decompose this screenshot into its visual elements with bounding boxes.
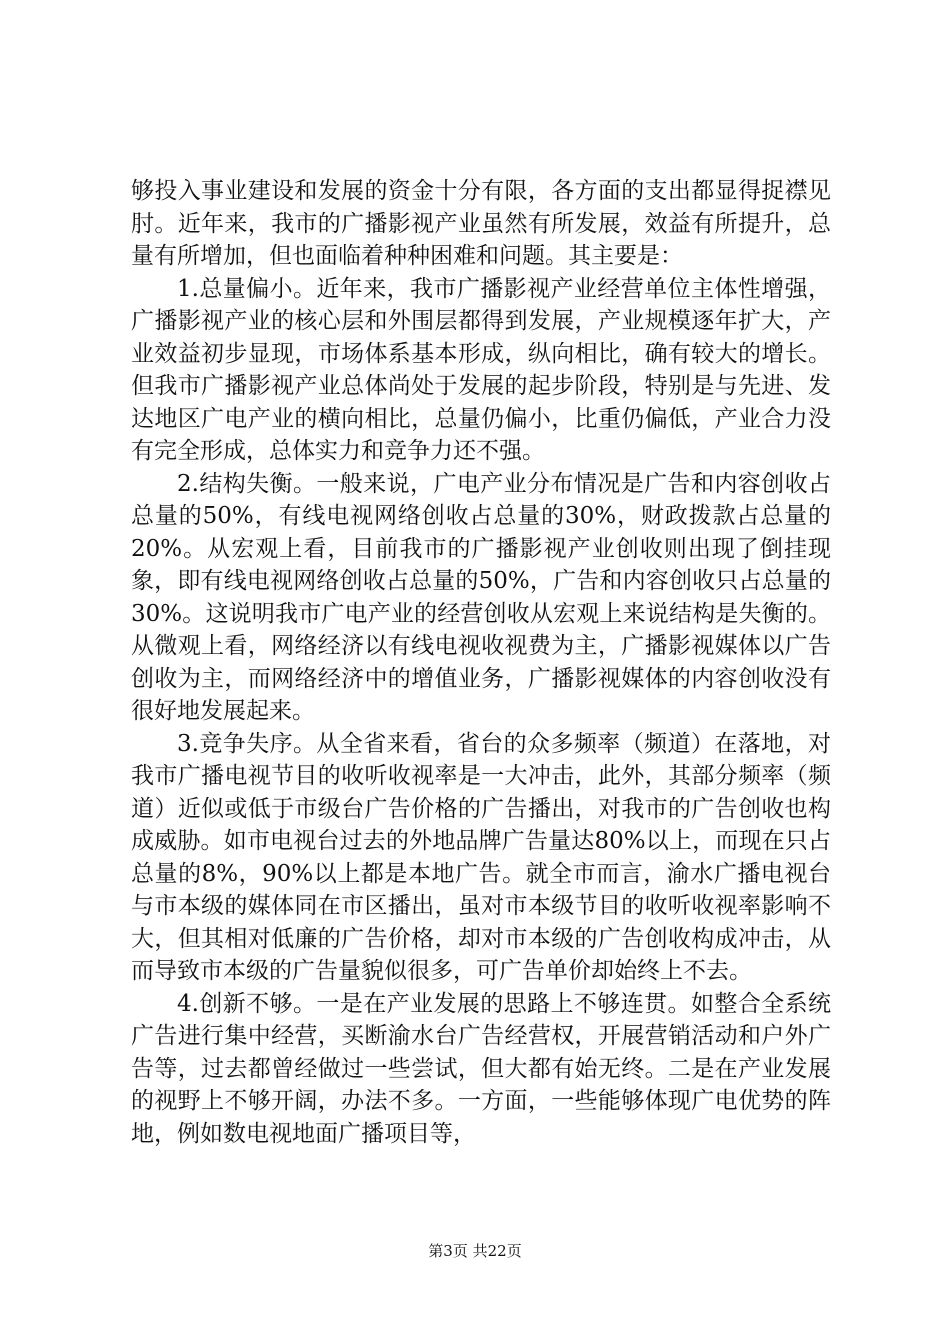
paragraph-competition-disorder: 3.竞争失序。从全省来看，省台的众多频率（频道）在落地，对我市广播电视节目的收听收视率是一大冲击，此外，其部分频率（频道）近似或低于市级台广告价格的广告播出，对我市的广告创收也构成威胁。如市电视台过去的外地品牌广告量达80%以上，而现在只占总量的8%，90%以上都是本地广告。就全市而言，渝水广播电视台与市本级的媒体同在市区播出，虽对市本级节目的收听收视率影响不大，但其相对低廉的广告价格，却对市本级的广告创收构成冲击，从而导致市本级的广告量貌似很多，可广告单价却始终上不去。 [131, 730, 831, 984]
paragraph-intro: 够投入事业建设和发展的资金十分有限，各方面的支出都显得捉襟见肘。近年来，我市的广播影视产业虽然有所发展，效益有所提升，总量有所增加，但也面临着种种困难和问题。其主要是： [131, 178, 831, 269]
paragraph-total-small: 1.总量偏小。近年来，我市广播影视产业经营单位主体性增强，广播影视产业的核心层和外围层都得到发展，产业规模逐年扩大，产业效益初步显现，市场体系基本形成，纵向相比，确有较大的增长。但我市广播影视产业总体尚处于发展的起步阶段，特别是与先进、发达地区广电产业的横向相比，总量仍偏小，比重仍偏低，产业合力没有完全形成，总体实力和竞争力还不强。 [131, 275, 831, 464]
document-body [131, 175, 831, 1150]
paragraph-lack-innovation: 4.创新不够。一是在产业发展的思路上不够连贯。如整合全系统广告进行集中经营，买断渝水台广告经营权，开展营销活动和户外广告等，过去都曾经做过一些尝试，但大都有始无终。二是在产业发展的视野上不够开阔，办法不多。一方面，一些能够体现广电优势的阵地，例如数电视地面广播项目等， [131, 990, 831, 1147]
paragraph-structure-imbalance: 2.结构失衡。一般来说，广电产业分布情况是广告和内容创收占总量的50%，有线电视网络创收占总量的30%，财政拨款占总量的20%。从宏观上看，目前我市的广播影视产业创收则出现了倒挂现象，即有线电视网络创收占总量的50%，广告和内容创收只占总量的30%。这说明我市广电产业的经营创收从宏观上来说结构是失衡的。从微观上看，网络经济以有线电视收视费为主，广播影视媒体以广告创收为主，而网络经济中的增值业务，广播影视媒体的内容创收没有很好地发展起来。 [131, 470, 831, 724]
page-footer: 第3页 共22页 [428, 1242, 522, 1260]
